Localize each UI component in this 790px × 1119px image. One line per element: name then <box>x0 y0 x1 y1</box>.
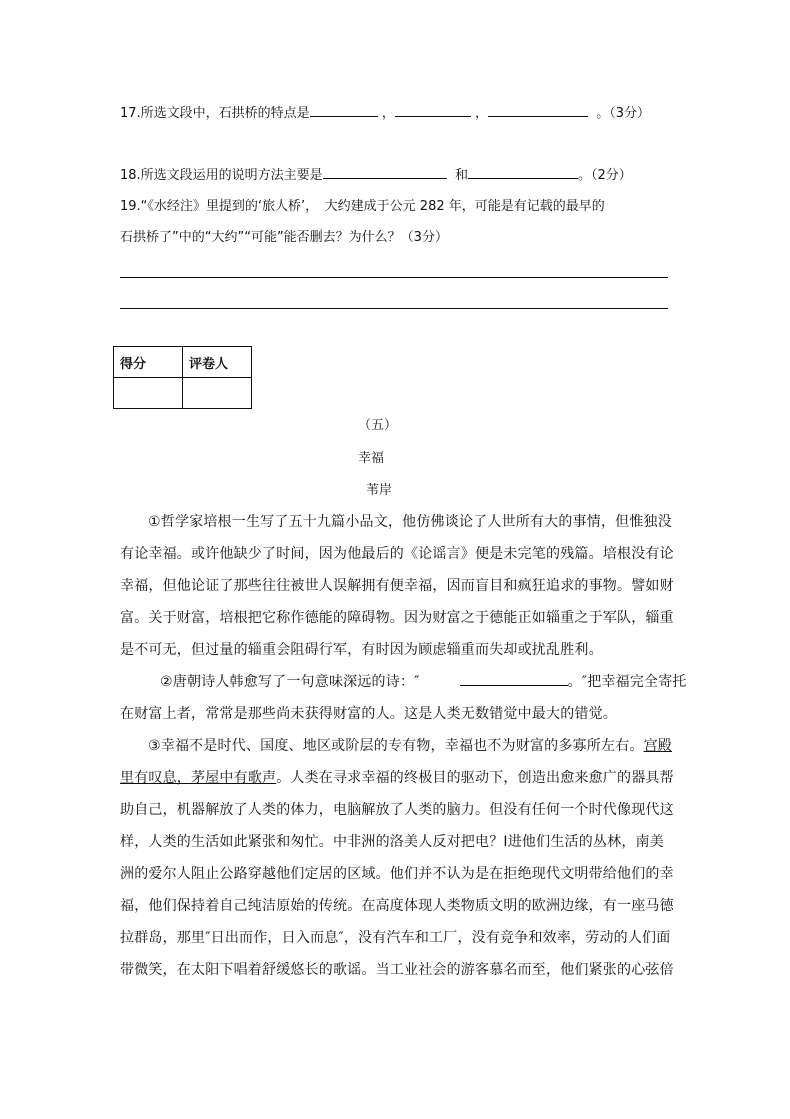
paragraph-line <box>120 762 674 794</box>
answer-blank-17-3[interactable] <box>488 104 588 117</box>
score-label: 得分 <box>114 347 183 378</box>
paragraph-2-start: ②唐朝诗人韩愈写了一句意味深远的诗：″ <box>160 674 420 690</box>
question-19-line2: 石拱桥了”中的“大约”“可能”能否删去？为什么？（3分） <box>120 230 448 245</box>
paragraph-3-start: ③幸福不是时代、国度、地区或阶层的专有物，幸福也不为财富的多寡所左右。 <box>148 738 644 754</box>
question-18 <box>120 166 632 184</box>
answer-blank-18-2[interactable] <box>468 166 578 179</box>
underlined-phrase: 里有叹息，茅屋中有歌声 <box>120 770 277 786</box>
paragraph-line: 富。关于财富，培根把它称作德能的障碍物。因为财富之于德能正如辎重之于军队，辎重 <box>120 610 674 626</box>
answer-line-2[interactable] <box>120 308 668 309</box>
essay-title: 幸福 <box>358 451 385 466</box>
paragraph-line: 助自己，机器解放了人类的体力，电脑解放了人类的脑力。但没有任何一个时代像现代这 <box>120 802 674 818</box>
paragraph-line <box>120 666 687 698</box>
answer-blank-poem[interactable] <box>460 673 568 686</box>
paragraph-line: 在财富上者，常常是那些尚未获得财富的人。这是人类无数错觉中最大的错觉。 <box>120 706 617 722</box>
answer-blank-17-2[interactable] <box>395 104 471 117</box>
question-17-sep: ， <box>474 106 488 121</box>
grader-label: 评卷人 <box>183 347 252 378</box>
question-18-points: 。（2分） <box>577 168 632 183</box>
essay-body <box>120 506 687 986</box>
paragraph-line: 有论幸福。或许他缺少了时间，因为他最后的《论谣言》便是未完笔的残篇。培根没有论 <box>120 546 674 562</box>
answer-blank-17-1[interactable] <box>310 104 378 117</box>
question-18-sep: 和 <box>454 168 468 183</box>
underlined-phrase: 宫殿 <box>643 738 672 754</box>
paragraph-line: 福，他们保持着自己纯洁原始的传统。在高度体现人类物质文明的欧洲边缘，有一座马德 <box>120 898 674 914</box>
grader-cell[interactable] <box>183 378 252 409</box>
paragraph-line: 是不可无，但过量的辎重会阻碍行军，有时因为顾虑辎重而失却或扰乱胜利。 <box>120 642 603 658</box>
answer-blank-18-1[interactable] <box>323 166 447 179</box>
question-17-points: 。（3分） <box>596 106 651 121</box>
paragraph-line: ①哲学家培根一生写了五十九篇小品文，他仿佛谈论了人世所有大的事情，但惟独没 <box>148 514 672 530</box>
paragraph-line <box>120 730 670 762</box>
paragraph-3-text: 。人类在寻求幸福的终极目的驱动下，创造出愈来愈广的器具帮 <box>276 770 674 786</box>
question-19-line1: 19.“《水经注》里提到的‘旅人桥’， 大约建成于公元 282 年，可能是有记载的最早的 <box>120 199 605 214</box>
paragraph-line: 幸福，但他论证了那些往往被世人误解拥有便幸福，因而盲目和疯狂追求的事物。譬如财 <box>120 578 674 594</box>
paragraph-2-after-blank: 。″把幸福完全寄托 <box>567 674 687 690</box>
question-17 <box>120 104 650 122</box>
section-number: （五） <box>358 418 398 433</box>
paragraph-line: 拉群岛，那里″日出而作，日入而息″，没有汽车和工厂，没有竞争和效率，劳动的人们面 <box>120 930 671 946</box>
answer-line-1[interactable] <box>120 277 668 278</box>
essay-author: 苇岸 <box>366 483 393 498</box>
paragraph-line: 洲的爱尔人阻止公路穿越他们定居的区域。他们并不认为是在拒绝现代文明带给他们的幸 <box>120 866 674 882</box>
question-18-text: 18.所选文段运用的说明方法主要是 <box>120 168 323 183</box>
paragraph-line: 样，人类的生活如此紧张和匆忙。中非洲的洛美人反对把电？I进他们生活的丛林，南美 <box>120 834 664 850</box>
question-17-text: 17.所选文段中，石拱桥的特点是 <box>120 106 310 121</box>
question-17-sep: ， <box>381 106 395 121</box>
score-cell[interactable] <box>114 378 183 409</box>
paragraph-line: 带微笑，在太阳下唱着舒缓悠长的歌谣。当工业社会的游客慕名而至，他们紧张的心弦倍 <box>120 962 674 978</box>
score-table <box>113 346 252 409</box>
